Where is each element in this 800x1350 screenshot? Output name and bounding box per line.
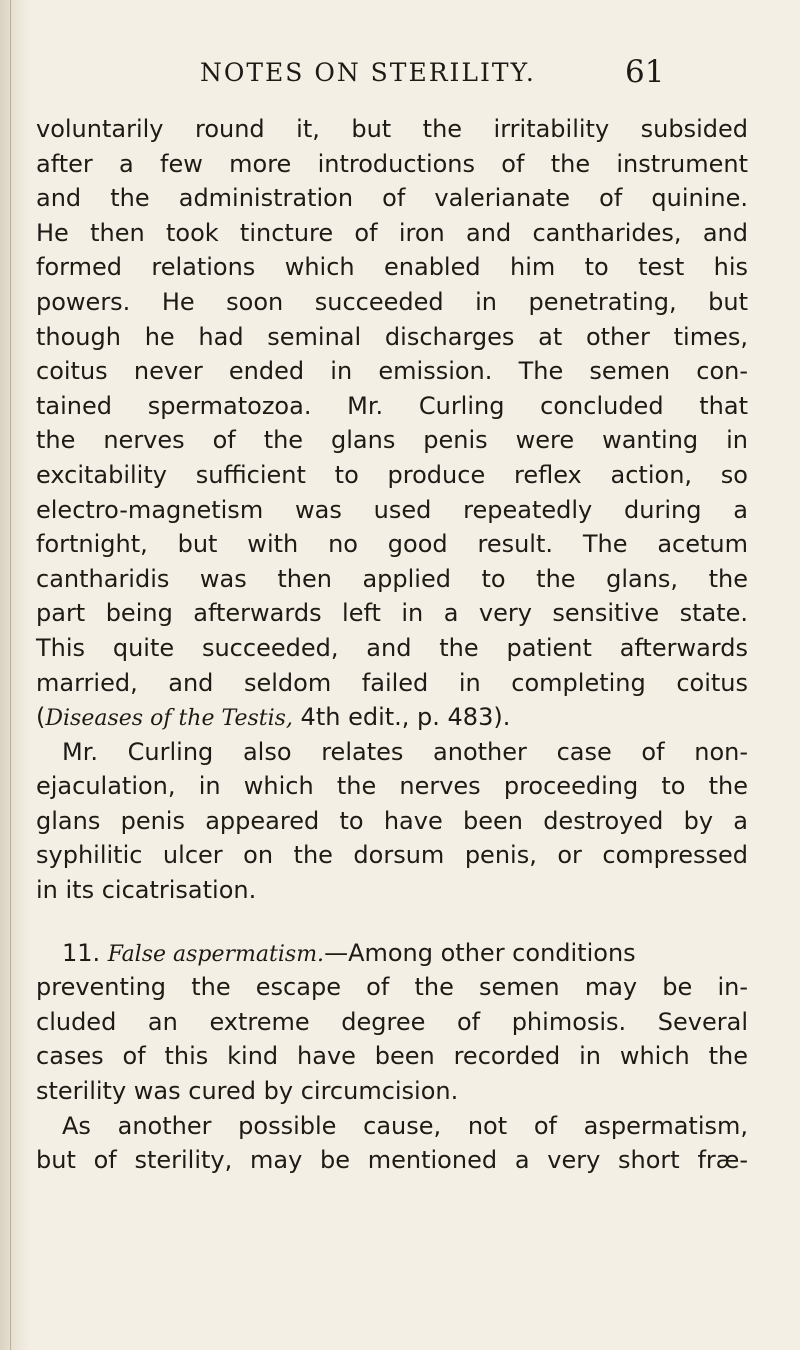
text-line: preventing the escape of the semen may be in- [36, 973, 748, 1002]
text-line: formed relations which enabled him to test his [36, 253, 748, 282]
section-heading-line [36, 936, 748, 971]
text-line: This quite succeeded, and the patient afterwards [36, 633, 748, 662]
text-line: coitus never ended in emission. The semen con- [36, 357, 748, 386]
text-line: but of sterility, may be mentioned a very short fræ- [36, 1146, 748, 1175]
text-line: voluntarily round it, but the irritability subsided [36, 115, 748, 143]
text-line: in its cicatrisation. [36, 876, 257, 905]
citation-details: 4th edit., p. 483). [292, 703, 511, 732]
section-spacer [36, 908, 748, 936]
text-line: powers. He soon succeeded in penetrating, but [36, 287, 748, 316]
text-line: and the administration of valerianate of quinine. [36, 184, 748, 213]
section-lead-text: —Among other conditions [324, 938, 636, 967]
running-header [30, 54, 760, 98]
paragraph-other-cause [36, 1109, 748, 1178]
text-line: cluded an extreme degree of phimosis. Several [36, 1007, 748, 1036]
text-line: married, and seldom failed in completing coitus [36, 668, 748, 697]
text-line: cantharidis was then applied to the glans, the [36, 564, 748, 593]
section-false-aspermatism [36, 936, 748, 1109]
text-line: Mr. Curling also relates another case of non- [62, 737, 748, 766]
text-line: cases of this kind have been recorded in which the [36, 1042, 748, 1071]
text-line: glans penis appeared to have been destroyed by a [36, 806, 748, 835]
citation-open-paren: ( [36, 703, 46, 732]
body-text [36, 112, 748, 1178]
paragraph-curling-case [36, 735, 748, 908]
paragraph-continued [36, 112, 748, 735]
text-line: fortnight, but with no good result. The acetum [36, 530, 748, 559]
text-line: after a few more introductions of the instrument [36, 149, 748, 178]
citation-line [36, 700, 748, 735]
text-line: excitability sufficient to produce reflex action, so [36, 460, 748, 489]
text-line: syphilitic ulcer on the dorsum penis, or compressed [36, 841, 748, 870]
text-line: the nerves of the glans penis were wanting in [36, 426, 748, 455]
page-gutter [0, 0, 30, 1350]
text-line: As another possible cause, not of aspermatism, [62, 1111, 748, 1140]
text-line: part being afterwards left in a very sensitive state. [36, 599, 748, 628]
page-number: 61 [625, 54, 665, 90]
citation-book-title: Diseases of the Testis, [45, 706, 293, 732]
text-line: sterility was cured by circumcision. [36, 1077, 459, 1106]
running-title: NOTES ON STERILITY. [200, 58, 536, 87]
text-line: He then took tincture of iron and cantharides, and [36, 218, 748, 247]
section-title: False aspermatism. [107, 941, 325, 967]
text-line: though he had seminal discharges at other times, [36, 322, 748, 351]
text-line: tained spermatozoa. Mr. Curling concluded that [36, 391, 748, 420]
text-line: ejaculation, in which the nerves proceeding to the [36, 772, 748, 801]
text-line: electro-magnetism was used repeatedly during a [36, 495, 748, 524]
binding-edge [10, 0, 11, 1350]
section-number: 11. [62, 938, 108, 967]
